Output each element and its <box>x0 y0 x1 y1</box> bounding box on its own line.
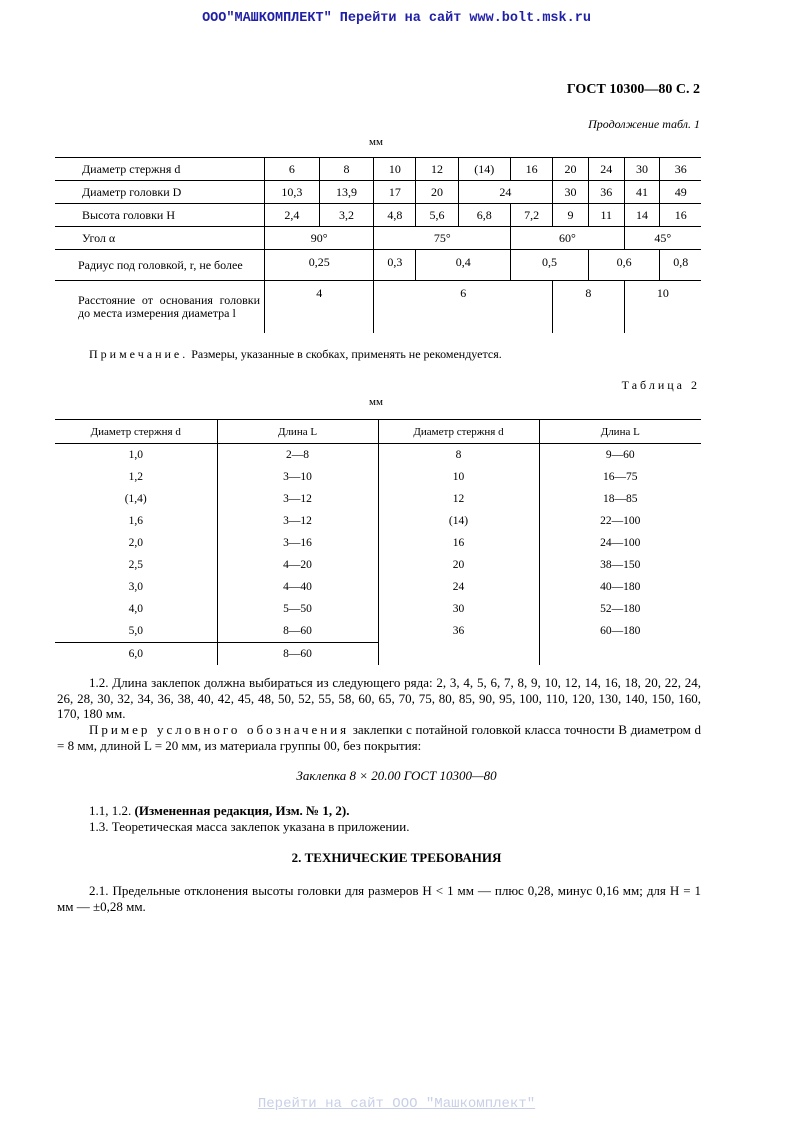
cell: 16 <box>378 532 539 554</box>
cell: 38—150 <box>539 554 701 576</box>
cell: 3—12 <box>217 510 378 532</box>
row-label: Угол α <box>55 227 265 250</box>
cell: 8 <box>553 281 625 334</box>
header-cell: Диаметр стержня d <box>55 420 217 444</box>
cell: 36 <box>588 181 624 204</box>
cell: 6 <box>265 158 320 181</box>
cell: 16 <box>511 158 553 181</box>
cell <box>378 643 539 666</box>
top-site-link[interactable]: ООО"МАШКОМПЛЕКТ" Перейти на сайт www.bolt.msk.ru <box>202 11 591 26</box>
edit-note-prefix: 1.1, 1.2. <box>89 803 135 818</box>
header-cell: Диаметр стержня d <box>378 420 539 444</box>
cell: 0,6 <box>588 250 660 281</box>
bottom-site-link[interactable]: Перейти на сайт ООО "Машкомплект" <box>257 1096 536 1112</box>
cell <box>539 643 701 666</box>
cell: 2,4 <box>265 204 320 227</box>
cell: 24 <box>458 181 553 204</box>
cell: 12 <box>378 488 539 510</box>
cell: 90° <box>265 227 374 250</box>
cell: 0,25 <box>265 250 374 281</box>
cell: 3,0 <box>128 581 143 593</box>
table1-row-alpha <box>55 227 701 250</box>
cell: 30 <box>553 181 589 204</box>
cell: 2,0 <box>128 537 143 549</box>
cell: 9 <box>553 204 589 227</box>
table-row <box>55 598 701 620</box>
cell: 14 <box>624 204 660 227</box>
cell: 10,3 <box>265 181 320 204</box>
cell: 3—12 <box>217 488 378 510</box>
cell: 60° <box>511 227 625 250</box>
cell: 4,8 <box>374 204 416 227</box>
edit-note <box>57 803 701 819</box>
cell: 24 <box>588 158 624 181</box>
cell: 1,2 <box>128 471 143 483</box>
cell: 0,3 <box>374 250 416 281</box>
cell: 4,0 <box>128 603 143 615</box>
cell: 60—180 <box>539 620 701 643</box>
edit-note-bold: (Измененная редакция, Изм. № 1, 2). <box>134 803 350 818</box>
paragraph-2-1: 2.1. Предельные отклонения высоты головки для размеров H < 1 мм — плюс 0,28, минус 0,16 мм; для H = 1 мм — ±0,28 мм. <box>57 883 701 914</box>
table-row <box>55 510 701 532</box>
table2-label: Таблица 2 <box>621 378 700 392</box>
page-header: ГОСТ 10300—80 С. 2 <box>566 82 700 97</box>
cell: 1,6 <box>128 515 143 527</box>
cell: 3—16 <box>217 532 378 554</box>
table-row <box>55 554 701 576</box>
table-note <box>89 347 502 362</box>
cell: 36 <box>660 158 701 181</box>
cell: 7,2 <box>511 204 553 227</box>
cell: 6,8 <box>458 204 511 227</box>
table-row <box>55 532 701 554</box>
table1-unit: мм <box>369 136 383 148</box>
cell: 10 <box>624 281 701 334</box>
designation-example <box>57 722 701 753</box>
cell: 3,2 <box>319 204 374 227</box>
cell: 6 <box>374 281 553 334</box>
designation-formula: Заклепка 8 × 20.00 ГОСТ 10300—80 <box>296 768 497 783</box>
table2-unit: мм <box>369 396 383 408</box>
cell: 10 <box>374 158 416 181</box>
cell: 4—40 <box>217 576 378 598</box>
cell: 4—20 <box>217 554 378 576</box>
cell: 36 <box>378 620 539 643</box>
row-label: Диаметр головки D <box>55 181 265 204</box>
cell: 6,0 <box>128 648 143 660</box>
table-row <box>55 488 701 510</box>
table1-row-D <box>55 181 701 204</box>
cell: 5,6 <box>416 204 458 227</box>
table2-header-row <box>55 420 701 444</box>
cell: 0,8 <box>660 250 701 281</box>
section-2-title: 2. ТЕХНИЧЕСКИЕ ТРЕБОВАНИЯ <box>291 850 502 865</box>
cell: 11 <box>588 204 624 227</box>
cell: 8 <box>319 158 374 181</box>
cell: 8—60 <box>217 643 378 666</box>
cell: 45° <box>624 227 701 250</box>
cell: 52—180 <box>539 598 701 620</box>
table1 <box>55 157 701 333</box>
cell: 49 <box>660 181 701 204</box>
cell: 24—100 <box>539 532 701 554</box>
cell: 16—75 <box>539 466 701 488</box>
row-label: Расстояние от основания головки до места измерения диаметра l <box>78 293 260 320</box>
note-label: Примечание. <box>89 347 189 361</box>
cell: 12 <box>416 158 458 181</box>
paragraph-1-3: 1.3. Теоретическая масса заклепок указана в приложении. <box>89 819 410 834</box>
cell: 20 <box>553 158 589 181</box>
cell: 4 <box>265 281 374 334</box>
cell: 8 <box>378 444 539 467</box>
table1-row-l <box>55 281 701 334</box>
cell: 30 <box>378 598 539 620</box>
table-row <box>55 444 701 467</box>
paragraph-1-2: 1.2. Длина заклепок должна выбираться из следующего ряда: 2, 3, 4, 5, 6, 7, 8, 9, 10, 12, 14, 16, 18, 20, 22, 24, 26, 28, 30, 32, 34, 36, 38, 40, 42, 45, 48, 50, 52, 55, 58, 60, 65, 70, 75, 80, 85, 90, 95, 100, 110, 120, 130, 140, 150, 160, 170, 180 мм. <box>57 675 701 721</box>
table1-row-r <box>55 250 701 281</box>
example-label: Пример условного обозначения <box>89 722 350 737</box>
example-text: заклепки с потайной головкой класса точности В диаметром d = 8 мм, длиной L = 20 мм, из материала группы 00, без покрытия: <box>57 722 701 753</box>
cell: 0,4 <box>416 250 511 281</box>
cell: 24 <box>378 576 539 598</box>
table1-row-d <box>55 158 701 181</box>
cell: 16 <box>660 204 701 227</box>
cell: 41 <box>624 181 660 204</box>
cell: 10 <box>378 466 539 488</box>
cell: 18—85 <box>539 488 701 510</box>
note-text: Размеры, указанные в скобках, применять не рекомендуется. <box>188 347 502 361</box>
table-continuation-label: Продолжение табл. 1 <box>588 117 700 131</box>
cell: 20 <box>416 181 458 204</box>
cell: 75° <box>374 227 511 250</box>
cell: 20 <box>378 554 539 576</box>
cell: 1,0 <box>128 449 143 461</box>
cell: 2—8 <box>217 444 378 467</box>
cell: (14) <box>458 158 511 181</box>
table-row <box>55 643 701 666</box>
row-label: Радиус под головкой, r, не более <box>55 250 265 281</box>
cell: 3—10 <box>217 466 378 488</box>
header-cell: Длина L <box>217 420 378 444</box>
header-cell: Длина L <box>539 420 701 444</box>
cell: (1,4) <box>124 493 147 505</box>
cell: 40—180 <box>539 576 701 598</box>
cell: 5—50 <box>217 598 378 620</box>
cell: 13,9 <box>319 181 374 204</box>
row-label: Высота головки H <box>55 204 265 227</box>
table1-row-H <box>55 204 701 227</box>
cell: 17 <box>374 181 416 204</box>
row-label: Диаметр стержня d <box>55 158 265 181</box>
table-row <box>55 620 701 643</box>
table2 <box>55 419 701 665</box>
cell: 2,5 <box>128 559 143 571</box>
cell: 22—100 <box>539 510 701 532</box>
table-row <box>55 466 701 488</box>
table-row <box>55 576 701 598</box>
cell: (14) <box>378 510 539 532</box>
cell: 5,0 <box>55 620 217 643</box>
cell: 8—60 <box>217 620 378 643</box>
cell: 0,5 <box>511 250 589 281</box>
cell: 9—60 <box>539 444 701 467</box>
cell: 30 <box>624 158 660 181</box>
